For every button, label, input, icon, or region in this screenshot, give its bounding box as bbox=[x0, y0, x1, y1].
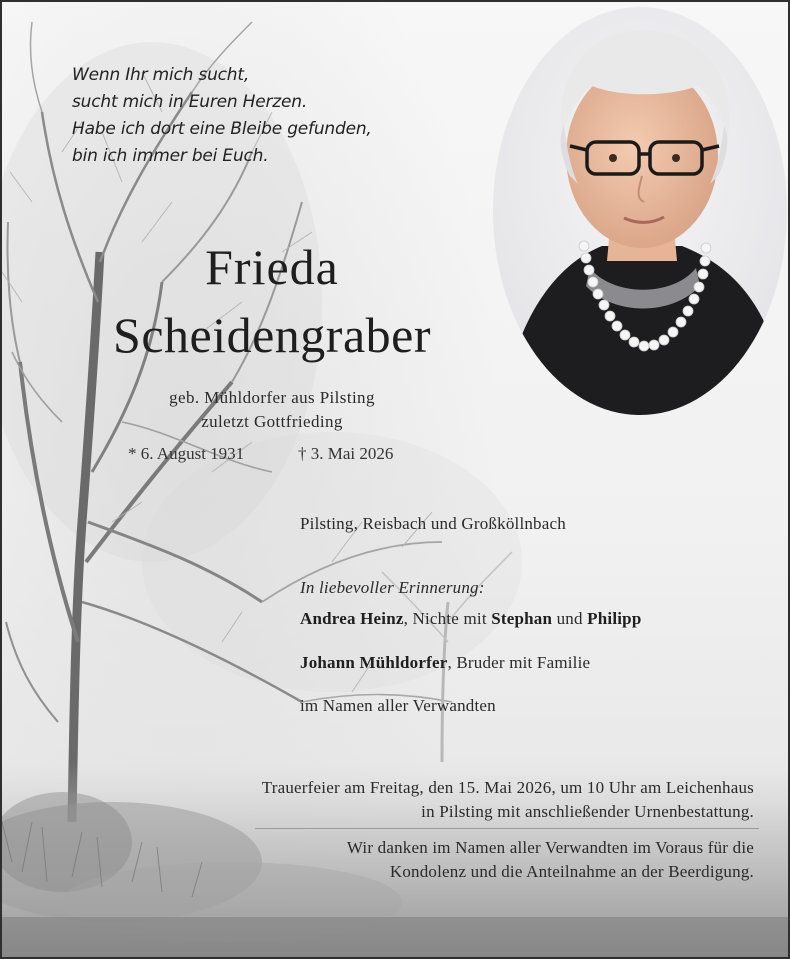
relative-text: , Nichte mit bbox=[403, 609, 492, 628]
relative-name: Stephan bbox=[491, 609, 553, 628]
relative-line-1 bbox=[300, 609, 641, 629]
all-relatives-line: im Namen aller Verwandten bbox=[300, 696, 496, 715]
thanks-line: Wir danken im Namen aller Verwandten im Voraus für die bbox=[346, 838, 754, 857]
last-residence: zuletzt Gottfrieding bbox=[201, 412, 343, 431]
mourner-places: Pilsting, Reisbach und Großköllnbach bbox=[300, 514, 566, 533]
ceremony-line: in Pilsting mit anschließender Urnenbestattung. bbox=[421, 802, 754, 821]
relative-name: Philipp bbox=[587, 609, 642, 628]
deceased-first-name: Frieda bbox=[205, 239, 339, 295]
portrait-photo bbox=[492, 6, 788, 416]
relative-text: , Bruder mit Familie bbox=[447, 653, 591, 672]
relative-text: und bbox=[552, 609, 588, 628]
deceased-last-name: Scheidengraber bbox=[113, 307, 431, 363]
death-date: † 3. Mai 2026 bbox=[298, 444, 394, 463]
birth-name: geb. Mühldorfer aus Pilsting bbox=[169, 388, 375, 407]
ceremony-line: Trauerfeier am Freitag, den 15. Mai 2026, um 10 Uhr am Leichenhaus bbox=[261, 778, 754, 797]
relative-name: Johann Mühldorfer bbox=[300, 653, 448, 672]
relative-line-2 bbox=[300, 653, 590, 673]
memory-heading: In liebevoller Erinnerung: bbox=[300, 578, 485, 597]
birth-date: * 6. August 1931 bbox=[128, 444, 245, 463]
divider bbox=[255, 828, 759, 829]
poem bbox=[72, 62, 372, 170]
relative-name: Andrea Heinz bbox=[300, 609, 404, 628]
poem-line: sucht mich in Euren Herzen. bbox=[72, 92, 308, 112]
poem-line: Wenn Ihr mich sucht, bbox=[72, 65, 250, 85]
ceremony-notice bbox=[262, 776, 754, 824]
thanks-notice bbox=[347, 836, 754, 884]
thanks-line: Kondolenz und die Anteilnahme an der Beerdigung. bbox=[389, 862, 754, 881]
poem-line: Habe ich dort eine Bleibe gefunden, bbox=[72, 119, 372, 139]
poem-line: bin ich immer bei Euch. bbox=[72, 146, 269, 166]
